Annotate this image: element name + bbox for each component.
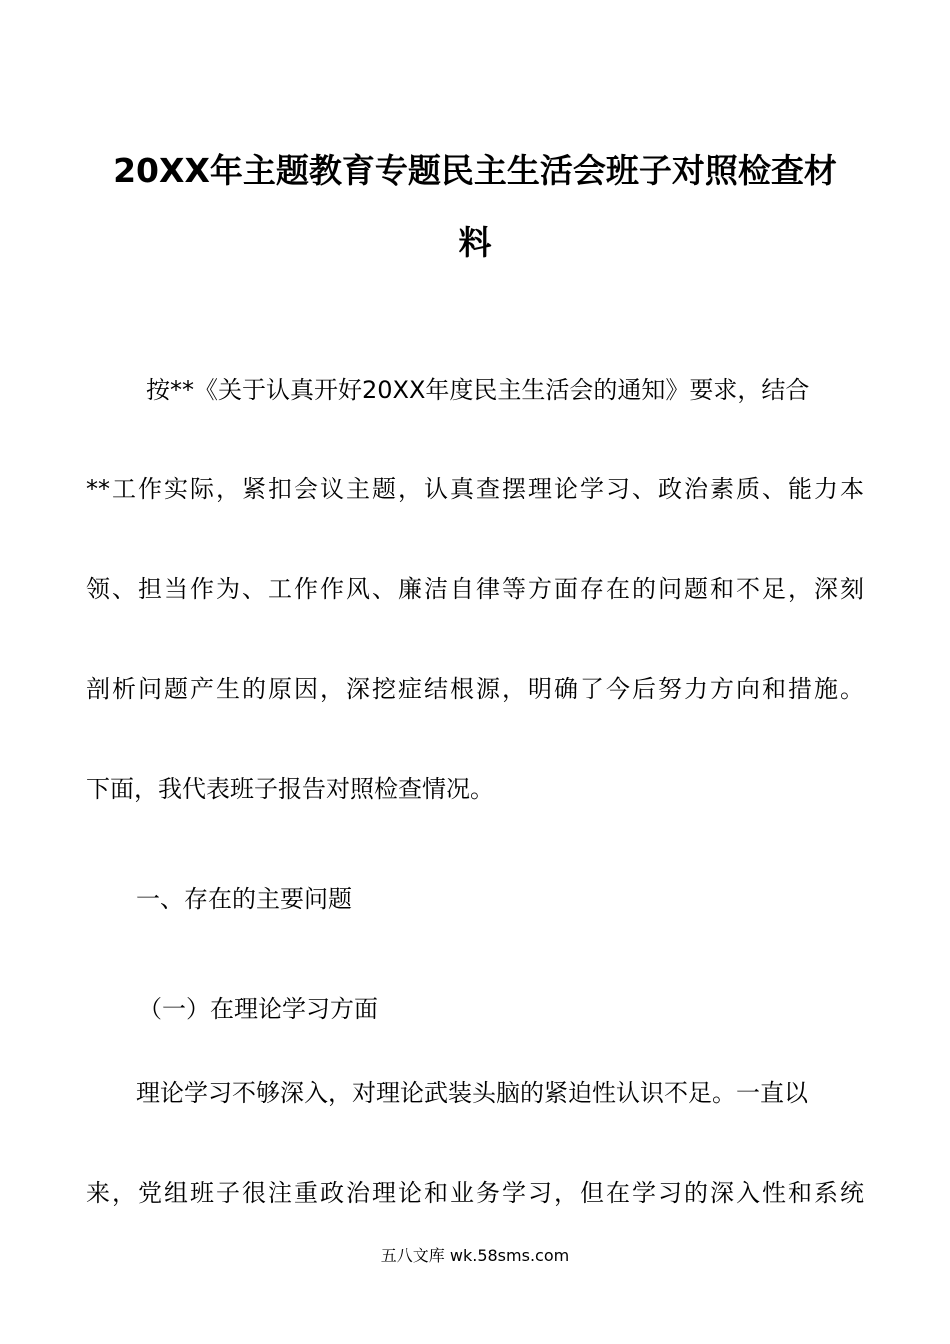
intro-line-3: 领、担当作为、工作作风、廉洁自律等方面存在的问题和不足，深刻 — [86, 575, 864, 603]
footer-watermark: 五八文库 wk.58sms.com — [380, 1246, 570, 1265]
intro-line-1: 按**《关于认真开好20XX年度民主生活会的通知》要求，结合 — [146, 376, 810, 404]
body-line-1: 理论学习不够深入，对理论武装头脑的紧迫性认识不足。一直以 — [136, 1079, 808, 1107]
section-heading: 一、存在的主要问题 — [136, 885, 352, 913]
intro-line-4: 剖析问题产生的原因，深挖症结根源，明确了今后努力方向和措施。 — [86, 675, 864, 703]
document-title-line-2: 料 — [458, 223, 492, 262]
intro-line-5: 下面，我代表班子报告对照检查情况。 — [86, 775, 494, 803]
body-line-2: 来，党组班子很注重政治理论和业务学习，但在学习的深入性和系统 — [86, 1179, 864, 1207]
intro-line-2: **工作实际，紧扣会议主题，认真查摆理论学习、政治素质、能力本 — [86, 475, 864, 503]
subsection-heading: （一）在理论学习方面 — [138, 995, 378, 1023]
document-title-line-1: 20XX年主题教育专题民主生活会班子对照检查材 — [113, 151, 837, 190]
